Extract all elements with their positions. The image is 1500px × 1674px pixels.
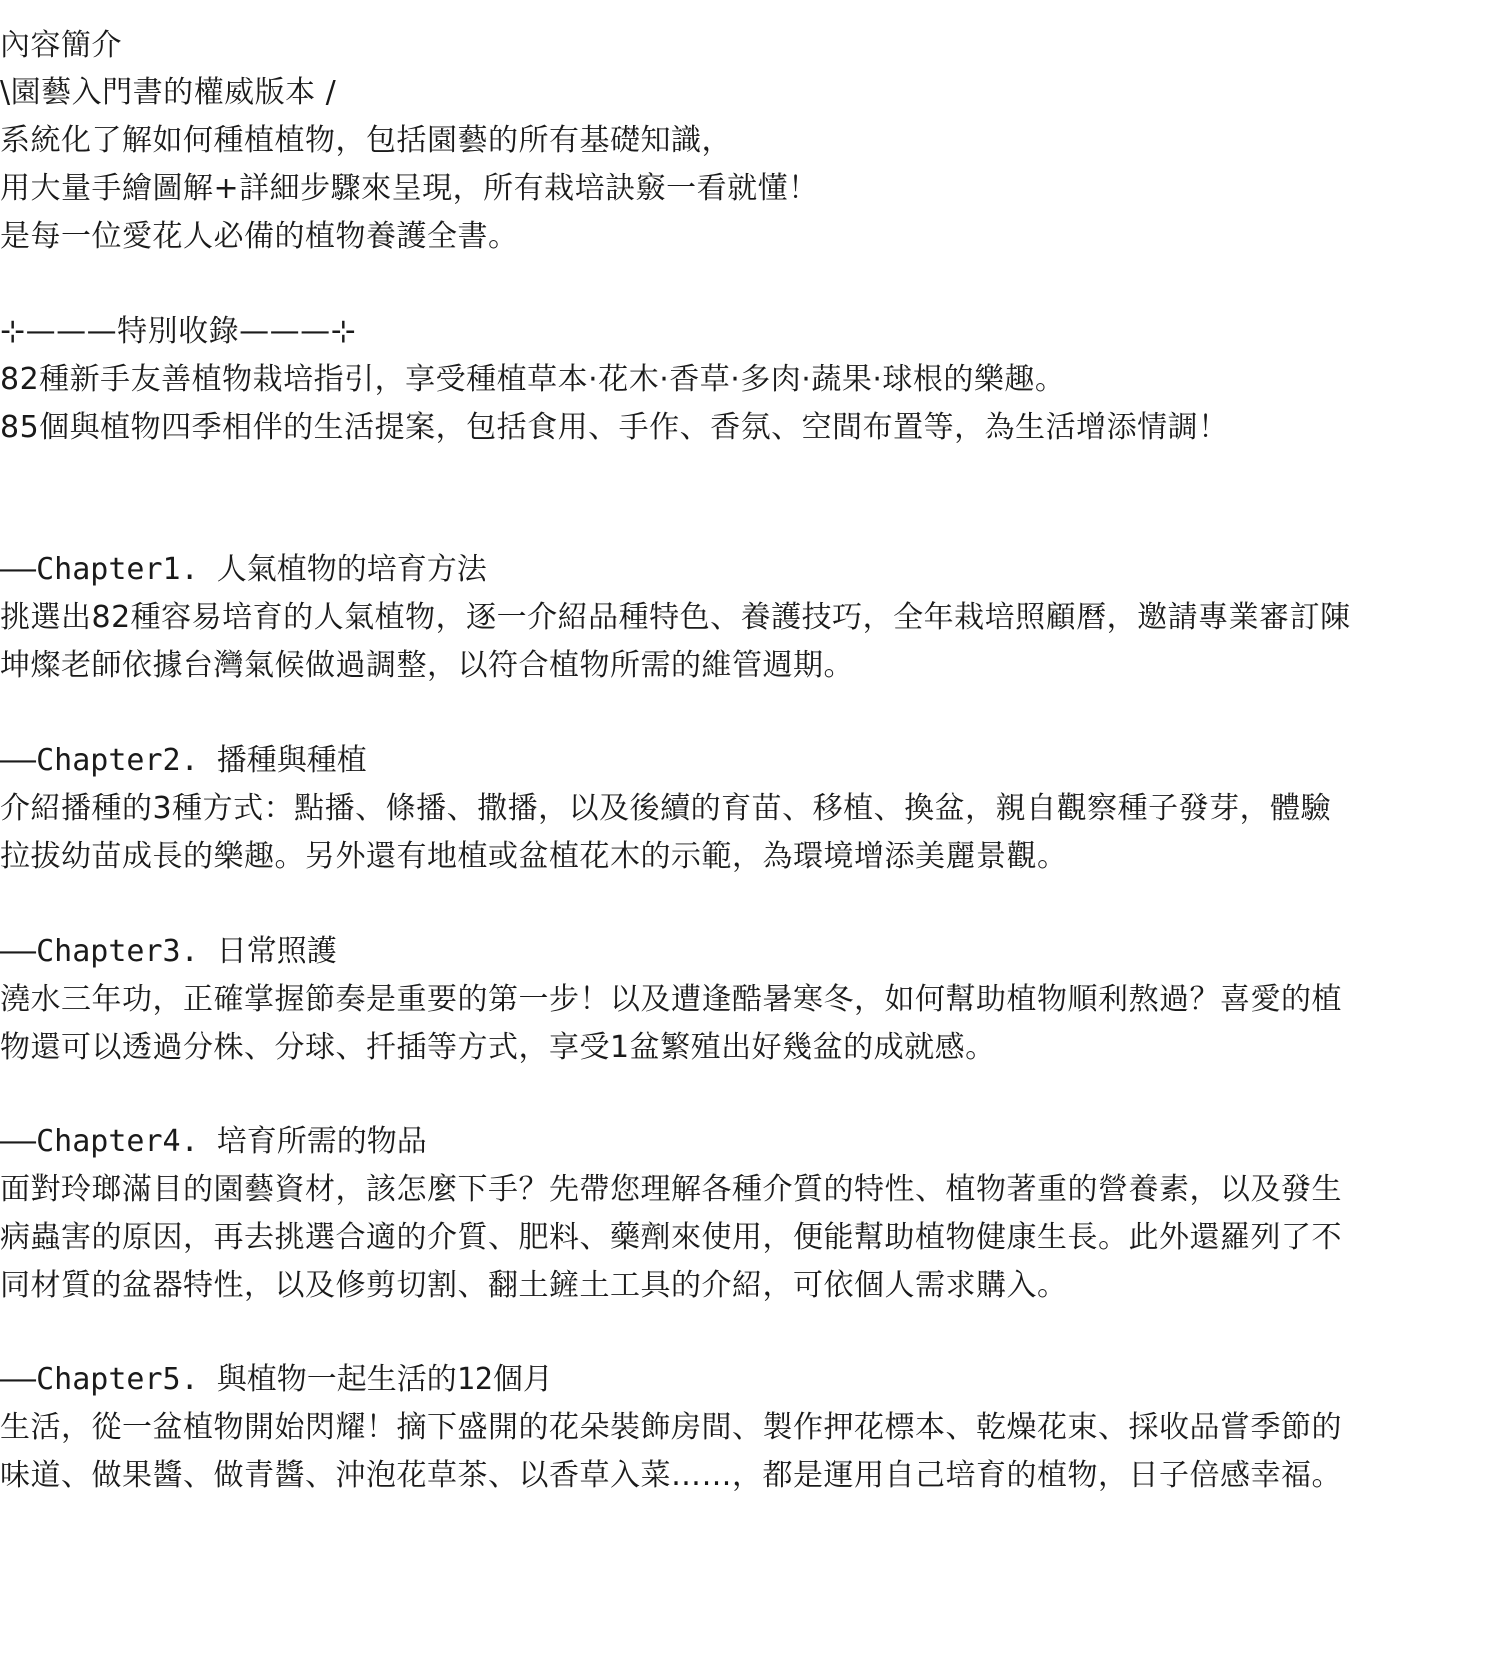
chapter-line: 物還可以透過分株、分球、扦插等方式，享受1盆繁殖出好幾盆的成就感。 [0, 1030, 996, 1065]
chapter-heading: ——Chapter1. 人氣植物的培育方法 [0, 552, 487, 587]
chapter-line: 生活，從一盆植物開始閃耀！摘下盛開的花朵裝飾房間、製作押花標本、乾燥花束、採收品嘗季節的 [0, 1410, 1342, 1445]
chapter-line: 介紹播種的3種方式：點播、條播、撒播，以及後續的育苗、移植、換盆，親自觀察種子發芽，體驗 [0, 791, 1332, 826]
chapter-line: 澆水三年功，正確掌握節奏是重要的第一步！以及遭逢酷暑寒冬，如何幫助植物順利熬過？喜愛的植 [0, 982, 1342, 1017]
chapter-line: 同材質的盆器特性，以及修剪切割、翻土鏟土工具的介紹，可依個人需求購入。 [0, 1268, 1068, 1303]
chapter-heading: ——Chapter5. 與植物一起生活的12個月 [0, 1362, 553, 1397]
chapter-line: 坤燦老師依據台灣氣候做過調整，以符合植物所需的維管週期。 [0, 648, 854, 683]
special-header: ⊹———特別收錄———⊹ [0, 314, 357, 349]
intro-line: 用大量手繪圖解+詳細步驟來呈現，所有栽培訣竅一看就懂！ [0, 171, 819, 206]
chapter-heading: ——Chapter2. 播種與種植 [0, 743, 367, 778]
chapter-heading: ——Chapter3. 日常照護 [0, 934, 337, 969]
chapter-line: 味道、做果醬、做青醬、沖泡花草茶、以香草入菜……，都是運用自己培育的植物，日子倍感幸福。 [0, 1458, 1342, 1493]
intro-line: 系統化了解如何種植植物，包括園藝的所有基礎知識， [0, 123, 732, 158]
tagline: \園藝入門書的權威版本 / [0, 75, 337, 110]
chapter-line: 面對玲瑯滿目的園藝資材，該怎麼下手？先帶您理解各種介質的特性、植物著重的營養素，以及發生 [0, 1172, 1342, 1207]
chapter-line: 挑選出82種容易培育的人氣植物，逐一介紹品種特色、養護技巧，全年栽培照顧曆，邀請專業審訂陳 [0, 600, 1351, 635]
chapter-heading: ——Chapter4. 培育所需的物品 [0, 1124, 427, 1159]
special-line: 85個與植物四季相伴的生活提案，包括食用、手作、香氛、空間布置等，為生活增添情調！ [0, 410, 1229, 445]
section-title: 內容簡介 [0, 28, 122, 63]
chapter-line: 病蟲害的原因，再去挑選合適的介質、肥料、藥劑來使用，便能幫助植物健康生長。此外還羅列了不 [0, 1220, 1342, 1255]
special-line: 82種新手友善植物栽培指引，享受種植草本·花木·香草·多肉·蔬果·球根的樂趣。 [0, 362, 1066, 397]
intro-line: 是每一位愛花人必備的植物養護全書。 [0, 219, 519, 254]
chapter-line: 拉拔幼苗成長的樂趣。另外還有地植或盆植花木的示範，為環境增添美麗景觀。 [0, 839, 1068, 874]
